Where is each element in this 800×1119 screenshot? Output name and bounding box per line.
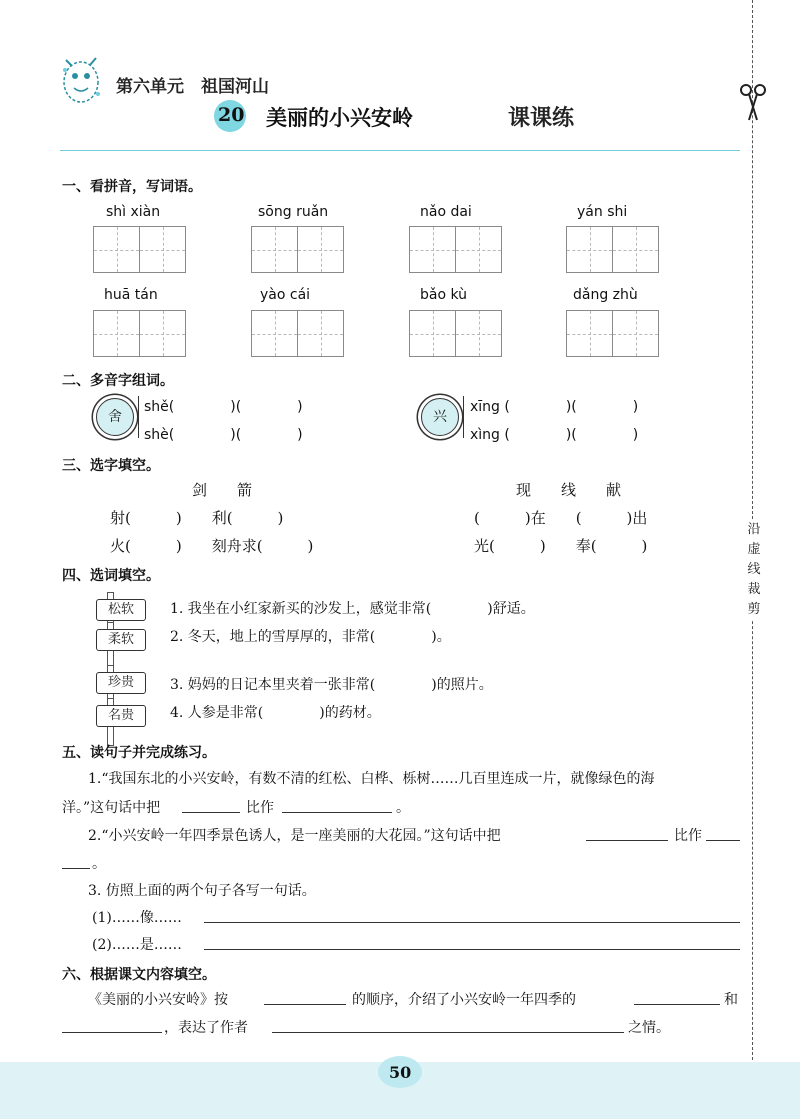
- sentence-line: 。: [396, 800, 410, 816]
- fill-question: 4. 人参是非常( )的药材。: [170, 705, 381, 721]
- answer-line[interactable]: [204, 922, 740, 923]
- pinyin: bǎo kù: [420, 287, 468, 303]
- pinyin: dǎng zhù: [573, 287, 638, 303]
- sentence-line: 比作: [246, 800, 274, 816]
- sentence-line: 。: [92, 856, 106, 872]
- fill-row: ( )在 ( )出: [474, 509, 648, 527]
- sentence-line: 2.“小兴安岭一年四季景色诱人，是一座美丽的大花园。”这句话中把: [88, 828, 501, 844]
- pinyin: yào cái: [260, 287, 311, 303]
- answer-blank[interactable]: [282, 812, 392, 813]
- reading-row: xìng ( )( ): [470, 427, 639, 443]
- writing-box[interactable]: [297, 310, 344, 357]
- word-sign: 珍贵: [96, 672, 146, 694]
- page-number: 50: [389, 1063, 412, 1082]
- writing-box[interactable]: [409, 226, 456, 273]
- fill-question: 1. 我坐在小红家新买的沙发上，感觉非常( )舒适。: [170, 601, 535, 617]
- fill-row: 射( ) 利( ): [110, 509, 284, 527]
- answer-blank[interactable]: [182, 812, 240, 813]
- section4-title: 四、选词填空。: [62, 568, 160, 584]
- answer-blank[interactable]: [62, 868, 90, 869]
- sentence-line: 《美丽的小兴安岭》按: [88, 992, 228, 1008]
- reading-row: xīng ( )( ): [470, 399, 639, 415]
- sentence-line: (1)……像……: [92, 910, 182, 926]
- char-options: 剑 箭: [192, 481, 253, 499]
- writing-box[interactable]: [93, 310, 140, 357]
- writing-box[interactable]: [139, 310, 186, 357]
- writing-box[interactable]: [566, 310, 613, 357]
- pinyin: shì xiàn: [106, 204, 161, 220]
- pinyin: sōng ruǎn: [258, 204, 329, 220]
- sentence-line: ，表达了作者: [164, 1020, 248, 1036]
- answer-line[interactable]: [204, 949, 740, 950]
- pinyin: yán shi: [577, 204, 628, 220]
- reading-row: shè( )( ): [144, 427, 303, 443]
- polyphone-char: 舍: [96, 398, 134, 436]
- writing-box[interactable]: [139, 226, 186, 273]
- answer-blank[interactable]: [586, 840, 668, 841]
- answer-blank[interactable]: [62, 1032, 162, 1033]
- fill-row: 光( ) 奉( ): [474, 537, 648, 555]
- section2-title: 二、多音字组词。: [62, 373, 174, 389]
- header-divider: [60, 150, 740, 151]
- section3-title: 三、选字填空。: [62, 458, 160, 474]
- writing-box[interactable]: [297, 226, 344, 273]
- sentence-line: 之情。: [628, 1020, 670, 1036]
- mascot-icon: [56, 50, 106, 108]
- sentence-line: 和: [724, 992, 738, 1008]
- sentence-line: 比作: [674, 828, 702, 844]
- sentence-line: (2)……是……: [92, 937, 182, 953]
- writing-box[interactable]: [566, 226, 613, 273]
- char-options: 现 线 献: [516, 481, 622, 499]
- writing-box[interactable]: [409, 310, 456, 357]
- sentence-line: 3. 仿照上面的两个句子各写一句话。: [88, 883, 316, 899]
- reading-row: shě( )( ): [144, 399, 303, 415]
- lesson-title: 美丽的小兴安岭: [266, 105, 413, 130]
- section5-title: 五、读句子并完成练习。: [62, 745, 216, 761]
- answer-blank[interactable]: [264, 1004, 346, 1005]
- polyphone-char: 兴: [421, 398, 459, 436]
- writing-box[interactable]: [612, 226, 659, 273]
- writing-box[interactable]: [251, 310, 298, 357]
- fill-question: 3. 妈妈的日记本里夹着一张非常( )的照片。: [170, 677, 493, 693]
- sentence-line: 洋。”这句话中把: [62, 800, 161, 816]
- lesson-number: 20: [218, 104, 245, 126]
- word-sign: 松软: [96, 599, 146, 621]
- cut-label: 沿 虚 线 裁 剪: [743, 520, 765, 620]
- brace: [463, 396, 468, 438]
- pinyin: nǎo dai: [420, 204, 472, 220]
- brace: [138, 396, 143, 438]
- writing-box[interactable]: [455, 226, 502, 273]
- fill-question: 2. 冬天，地上的雪厚厚的，非常( )。: [170, 629, 451, 645]
- word-sign: 名贵: [96, 705, 146, 727]
- fill-row: 火( ) 刻舟求( ): [110, 537, 314, 555]
- unit-title: 第六单元 祖国河山: [116, 77, 269, 97]
- writing-box[interactable]: [455, 310, 502, 357]
- scissors-icon: [738, 82, 768, 122]
- pinyin: huā tán: [104, 287, 158, 303]
- answer-blank[interactable]: [706, 840, 740, 841]
- writing-box[interactable]: [251, 226, 298, 273]
- word-sign: 柔软: [96, 629, 146, 651]
- sentence-line: 的顺序，介绍了小兴安岭一年四季的: [352, 992, 576, 1008]
- section6-title: 六、根据课文内容填空。: [62, 967, 216, 983]
- writing-box[interactable]: [93, 226, 140, 273]
- practice-label: 课课练: [508, 106, 575, 131]
- section1-title: 一、看拼音，写词语。: [62, 179, 202, 195]
- sentence-line: 1.“我国东北的小兴安岭，有数不清的红松、白桦、栎树……几百里连成一片，就像绿色的海: [88, 771, 655, 787]
- writing-box[interactable]: [612, 310, 659, 357]
- answer-blank[interactable]: [272, 1032, 624, 1033]
- answer-blank[interactable]: [634, 1004, 720, 1005]
